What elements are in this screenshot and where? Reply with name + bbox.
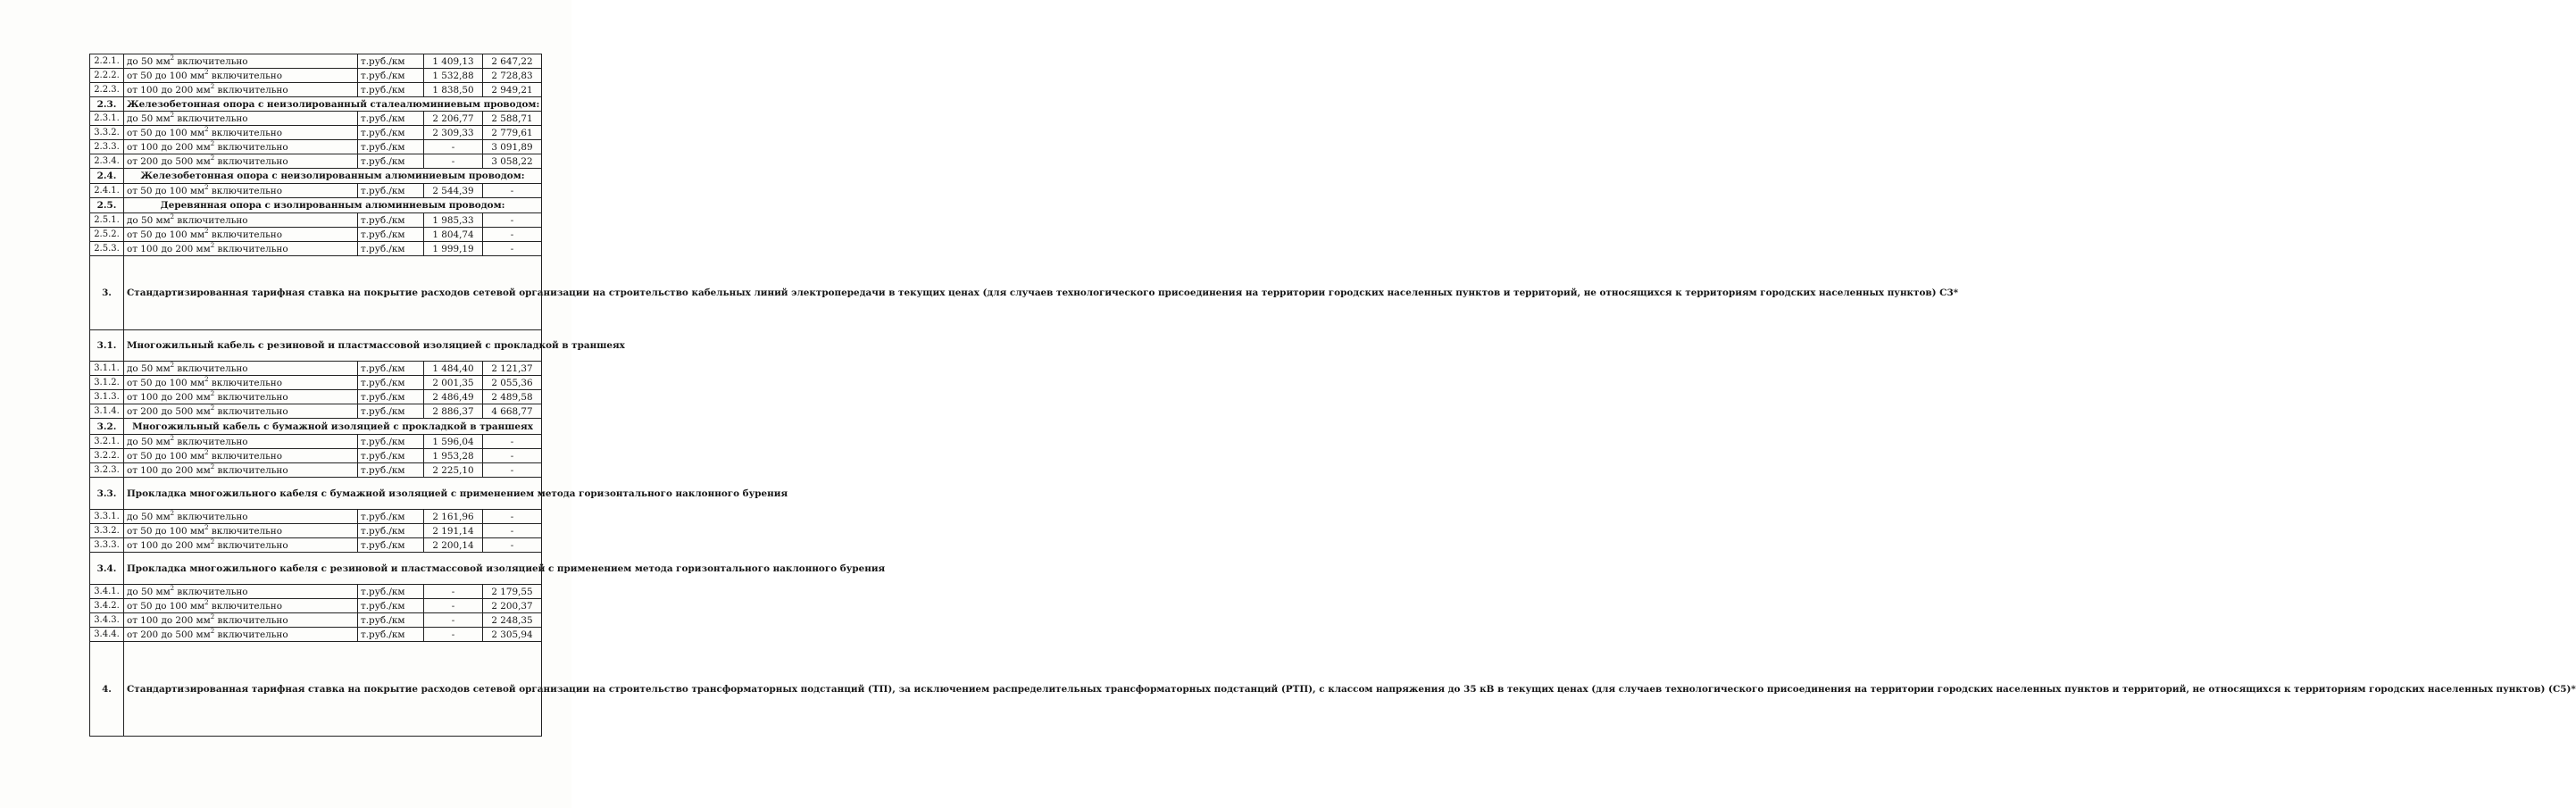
value-cell-1: 2 206,77 — [424, 112, 483, 126]
row-description — [124, 435, 358, 449]
unit-exponent: 2 — [210, 612, 215, 621]
row-description — [124, 510, 358, 524]
value-cell-1: 1 532,88 — [424, 69, 483, 83]
description-tail: включительно — [214, 614, 288, 626]
unit-cell: т.руб./км — [358, 599, 424, 613]
unit-exponent: 2 — [204, 523, 209, 531]
unit-exponent: 2 — [210, 241, 215, 249]
section-title: Стандартизированная тарифная ставка на покрытие расходов сетевой организации на строительство трансформаторных подстанций (ТП), за исключением распределительных трансформаторных подстанций (РТП), с классом напряжения до 35 кВ в текущих ценах (для случаев технологического присоединения на территории городских населенных пунктов и территорий, не относящихся к территориям городских населенных пунктов) (С5)* — [124, 642, 542, 737]
row-number: 2.2.1. — [90, 54, 124, 69]
value-cell-2: 2 588,71 — [483, 112, 542, 126]
unit-cell: т.руб./км — [358, 585, 424, 599]
unit-cell: т.руб./км — [358, 613, 424, 628]
table-row — [90, 184, 542, 198]
row-number: 2.3. — [90, 97, 124, 112]
description-tail: включительно — [208, 600, 282, 612]
value-cell-1: 1 999,19 — [424, 242, 483, 256]
row-number: 2.5. — [90, 198, 124, 213]
table-row — [90, 154, 542, 169]
row-number: 3.2. — [90, 419, 124, 435]
row-number: 3.1.3. — [90, 390, 124, 404]
description-tail: включительно — [174, 511, 248, 522]
description-tail: включительно — [208, 185, 282, 196]
table-row — [90, 538, 542, 553]
unit-cell: т.руб./км — [358, 112, 424, 126]
value-cell-2: - — [483, 510, 542, 524]
description-text: от 50 до 100 мм — [127, 127, 205, 138]
unit-cell: т.руб./км — [358, 126, 424, 140]
row-description — [124, 362, 358, 376]
description-text: от 50 до 100 мм — [127, 377, 205, 388]
table-row — [90, 242, 542, 256]
table-row — [90, 628, 542, 642]
value-cell-1: 1 409,13 — [424, 54, 483, 69]
table-row — [90, 69, 542, 83]
unit-cell: т.руб./км — [358, 404, 424, 419]
description-text: до 50 мм — [127, 55, 171, 67]
unit-cell: т.руб./км — [358, 69, 424, 83]
row-description — [124, 126, 358, 140]
table-row — [90, 404, 542, 419]
row-number: 3.4.2. — [90, 599, 124, 613]
row-number: 3.3.3. — [90, 538, 124, 553]
description-text: от 100 до 200 мм — [127, 464, 211, 476]
value-cell-1: 1 484,40 — [424, 362, 483, 376]
value-cell-2: 3 091,89 — [483, 140, 542, 154]
section-header-row — [90, 330, 542, 362]
row-number: 3.2.3. — [90, 463, 124, 478]
description-tail: включительно — [214, 84, 288, 96]
value-cell-2: 2 728,83 — [483, 69, 542, 83]
row-number: 3.1.4. — [90, 404, 124, 419]
row-number: 2.4.1. — [90, 184, 124, 198]
table-row — [90, 613, 542, 628]
value-cell-1: 1 804,74 — [424, 228, 483, 242]
row-description — [124, 140, 358, 154]
value-cell-2: 2 200,37 — [483, 599, 542, 613]
section-header-row — [90, 478, 542, 510]
unit-cell: т.руб./км — [358, 54, 424, 69]
unit-exponent: 2 — [170, 509, 175, 517]
value-cell-2: 2 305,94 — [483, 628, 542, 642]
section-header-row — [90, 642, 542, 737]
description-tail: включительно — [174, 436, 248, 447]
row-description — [124, 524, 358, 538]
unit-exponent: 2 — [210, 404, 215, 412]
row-number: 3.1. — [90, 330, 124, 362]
description-tail: включительно — [174, 362, 248, 374]
description-text: от 100 до 200 мм — [127, 141, 211, 153]
row-number: 3.3.1. — [90, 510, 124, 524]
value-cell-1: 2 486,49 — [424, 390, 483, 404]
section-header-row — [90, 419, 542, 435]
row-description — [124, 613, 358, 628]
value-cell-1: 2 544,39 — [424, 184, 483, 198]
row-description — [124, 154, 358, 169]
section-title: Многожильный кабель с резиновой и пластмассовой изоляцией с прокладкой в траншеях — [124, 330, 542, 362]
description-tail: включительно — [214, 629, 288, 640]
description-text: от 200 до 500 мм — [127, 405, 211, 417]
description-text: от 100 до 200 мм — [127, 84, 211, 96]
value-cell-2: 2 949,21 — [483, 83, 542, 97]
value-cell-2: - — [483, 435, 542, 449]
section-title: Прокладка многожильного кабеля с бумажной изоляцией с применением метода горизонтального наклонного бурения — [124, 478, 542, 510]
unit-exponent: 2 — [204, 125, 209, 133]
value-cell-2: - — [483, 213, 542, 228]
value-cell-2: 2 489,58 — [483, 390, 542, 404]
row-description — [124, 112, 358, 126]
row-number: 3.4.3. — [90, 613, 124, 628]
description-text: от 200 до 500 мм — [127, 155, 211, 167]
description-text: до 50 мм — [127, 436, 171, 447]
unit-cell: т.руб./км — [358, 362, 424, 376]
description-tail: включительно — [208, 229, 282, 240]
unit-cell: т.руб./км — [358, 510, 424, 524]
value-cell-1: 2 886,37 — [424, 404, 483, 419]
row-description — [124, 463, 358, 478]
unit-exponent: 2 — [204, 227, 209, 235]
description-tail: включительно — [214, 391, 288, 403]
unit-exponent: 2 — [210, 462, 215, 471]
description-text: до 50 мм — [127, 511, 171, 522]
value-cell-1: - — [424, 154, 483, 169]
row-number: 2.5.1. — [90, 213, 124, 228]
row-description — [124, 599, 358, 613]
unit-exponent: 2 — [210, 139, 215, 147]
description-tail: включительно — [208, 450, 282, 462]
table-row — [90, 524, 542, 538]
row-number: 3.1.1. — [90, 362, 124, 376]
table-row — [90, 435, 542, 449]
unit-exponent: 2 — [210, 82, 215, 90]
description-text: до 50 мм — [127, 112, 171, 124]
unit-cell: т.руб./км — [358, 463, 424, 478]
value-cell-2: 2 248,35 — [483, 613, 542, 628]
table-row — [90, 140, 542, 154]
value-cell-1: 2 191,14 — [424, 524, 483, 538]
description-tail: включительно — [174, 112, 248, 124]
table-row — [90, 126, 542, 140]
description-text: от 100 до 200 мм — [127, 614, 211, 626]
value-cell-2: - — [483, 449, 542, 463]
unit-cell: т.руб./км — [358, 184, 424, 198]
tariff-table-body — [90, 54, 2576, 737]
description-text: от 200 до 500 мм — [127, 629, 211, 640]
unit-exponent: 2 — [204, 598, 209, 606]
section-title: Железобетонная опора с неизолированный сталеалюминиевым проводом: — [124, 97, 542, 112]
row-number: 2.4. — [90, 169, 124, 184]
section-header-row — [90, 169, 542, 184]
description-tail: включительно — [214, 464, 288, 476]
unit-cell: т.руб./км — [358, 154, 424, 169]
unit-cell: т.руб./км — [358, 213, 424, 228]
unit-exponent: 2 — [170, 434, 175, 442]
unit-exponent: 2 — [170, 584, 175, 592]
row-description — [124, 213, 358, 228]
section-title: Стандартизированная тарифная ставка на покрытие расходов сетевой организации на строительство кабельных линий электропередачи в текущих ценах (для случаев технологического присоединения на территории городских населенных пунктов и территорий, не относящихся к территориям городских населенных пунктов) С3* — [124, 256, 542, 330]
description-text: от 50 до 100 мм — [127, 450, 205, 462]
section-header-row — [90, 198, 542, 213]
unit-cell: т.руб./км — [358, 376, 424, 390]
row-number: 3.1.2. — [90, 376, 124, 390]
description-tail: включительно — [214, 155, 288, 167]
table-row — [90, 390, 542, 404]
section-title: Прокладка многожильного кабеля с резиновой и пластмассовой изоляцией с применением метода горизонтального наклонного бурения — [124, 553, 542, 585]
unit-cell: т.руб./км — [358, 524, 424, 538]
value-cell-2: 4 668,77 — [483, 404, 542, 419]
section-header-row — [90, 553, 542, 585]
value-cell-1: 2 200,14 — [424, 538, 483, 553]
table-row — [90, 83, 542, 97]
row-description — [124, 228, 358, 242]
value-cell-1: 1 838,50 — [424, 83, 483, 97]
row-description — [124, 242, 358, 256]
unit-exponent: 2 — [210, 627, 215, 635]
description-tail: включительно — [208, 377, 282, 388]
value-cell-2: - — [483, 463, 542, 478]
table-row — [90, 376, 542, 390]
value-cell-1: - — [424, 140, 483, 154]
value-cell-2: - — [483, 524, 542, 538]
description-tail: включительно — [208, 127, 282, 138]
description-text: от 50 до 100 мм — [127, 70, 205, 81]
description-text: от 50 до 100 мм — [127, 525, 205, 537]
row-description — [124, 390, 358, 404]
row-number: 3.4.4. — [90, 628, 124, 642]
value-cell-1: 1 596,04 — [424, 435, 483, 449]
unit-cell: т.руб./км — [358, 242, 424, 256]
row-number: 2.3.3. — [90, 140, 124, 154]
value-cell-1: 2 225,10 — [424, 463, 483, 478]
section-header-row — [90, 97, 542, 112]
row-description — [124, 54, 358, 69]
tariff-table — [89, 54, 2576, 737]
row-number: 2.2.2. — [90, 69, 124, 83]
unit-cell: т.руб./км — [358, 390, 424, 404]
row-number: 2.5.2. — [90, 228, 124, 242]
row-description — [124, 628, 358, 642]
row-description — [124, 538, 358, 553]
section-title: Деревянная опора с изолированным алюминиевым проводом: — [124, 198, 542, 213]
table-row — [90, 599, 542, 613]
value-cell-2: 3 058,22 — [483, 154, 542, 169]
row-number: 3.3. — [90, 478, 124, 510]
description-tail: включительно — [208, 525, 282, 537]
table-row — [90, 585, 542, 599]
description-tail: включительно — [214, 141, 288, 153]
value-cell-2: 2 121,37 — [483, 362, 542, 376]
unit-exponent: 2 — [210, 389, 215, 397]
row-description — [124, 585, 358, 599]
row-number: 4. — [90, 642, 124, 737]
value-cell-2: - — [483, 538, 542, 553]
description-text: до 50 мм — [127, 214, 171, 226]
row-description — [124, 83, 358, 97]
unit-exponent: 2 — [170, 111, 175, 119]
description-text: от 50 до 100 мм — [127, 185, 205, 196]
value-cell-2: 2 647,22 — [483, 54, 542, 69]
table-row — [90, 510, 542, 524]
unit-cell: т.руб./км — [358, 228, 424, 242]
value-cell-2: - — [483, 184, 542, 198]
row-description — [124, 184, 358, 198]
description-text: от 50 до 100 мм — [127, 600, 205, 612]
description-text: от 100 до 200 мм — [127, 539, 211, 551]
row-number: 2.5.3. — [90, 242, 124, 256]
description-tail: включительно — [214, 405, 288, 417]
row-number: 3.2.1. — [90, 435, 124, 449]
table-row — [90, 449, 542, 463]
table-row — [90, 463, 542, 478]
value-cell-1: - — [424, 599, 483, 613]
unit-cell: т.руб./км — [358, 435, 424, 449]
row-description — [124, 376, 358, 390]
unit-exponent: 2 — [210, 154, 215, 162]
value-cell-1: 2 001,35 — [424, 376, 483, 390]
section-title: Многожильный кабель с бумажной изоляцией с прокладкой в траншеях — [124, 419, 542, 435]
value-cell-1: 2 161,96 — [424, 510, 483, 524]
value-cell-2: 2 055,36 — [483, 376, 542, 390]
row-number: 2.2.3. — [90, 83, 124, 97]
description-text: от 100 до 200 мм — [127, 243, 211, 254]
section-header-row — [90, 256, 542, 330]
unit-exponent: 2 — [170, 54, 175, 62]
unit-cell: т.руб./км — [358, 628, 424, 642]
description-text: от 50 до 100 мм — [127, 229, 205, 240]
unit-exponent: 2 — [170, 212, 175, 221]
value-cell-2: - — [483, 228, 542, 242]
table-row — [90, 54, 542, 69]
unit-exponent: 2 — [204, 68, 209, 76]
description-tail: включительно — [174, 586, 248, 597]
value-cell-1: 1 985,33 — [424, 213, 483, 228]
row-description — [124, 404, 358, 419]
section-title: Железобетонная опора с неизолированным алюминиевым проводом: — [124, 169, 542, 184]
unit-exponent: 2 — [210, 537, 215, 546]
value-cell-1: - — [424, 585, 483, 599]
table-row — [90, 112, 542, 126]
description-text: от 100 до 200 мм — [127, 391, 211, 403]
table-row — [90, 362, 542, 376]
value-cell-1: 2 309,33 — [424, 126, 483, 140]
description-tail: включительно — [214, 243, 288, 254]
unit-cell: т.руб./км — [358, 140, 424, 154]
value-cell-1: 1 953,28 — [424, 449, 483, 463]
unit-cell: т.руб./км — [358, 538, 424, 553]
row-number: 2.3.1. — [90, 112, 124, 126]
row-number: 3.3.2. — [90, 524, 124, 538]
row-number: 3.4.1. — [90, 585, 124, 599]
unit-exponent: 2 — [204, 448, 209, 456]
row-number: 2.3.4. — [90, 154, 124, 169]
row-description — [124, 449, 358, 463]
description-tail: включительно — [174, 214, 248, 226]
unit-exponent: 2 — [204, 183, 209, 191]
unit-exponent: 2 — [204, 375, 209, 383]
table-row — [90, 213, 542, 228]
value-cell-2: 2 779,61 — [483, 126, 542, 140]
value-cell-1: - — [424, 628, 483, 642]
value-cell-1: - — [424, 613, 483, 628]
row-number: 3.2.2. — [90, 449, 124, 463]
table-row — [90, 228, 542, 242]
unit-cell: т.руб./км — [358, 83, 424, 97]
description-tail: включительно — [208, 70, 282, 81]
description-text: до 50 мм — [127, 586, 171, 597]
value-cell-2: 2 179,55 — [483, 585, 542, 599]
unit-exponent: 2 — [170, 361, 175, 369]
description-tail: включительно — [214, 539, 288, 551]
row-number: 3.3.2. — [90, 126, 124, 140]
description-tail: включительно — [174, 55, 248, 67]
row-description — [124, 69, 358, 83]
row-number: 3. — [90, 256, 124, 330]
description-text: до 50 мм — [127, 362, 171, 374]
value-cell-2: - — [483, 242, 542, 256]
unit-cell: т.руб./км — [358, 449, 424, 463]
row-number: 3.4. — [90, 553, 124, 585]
